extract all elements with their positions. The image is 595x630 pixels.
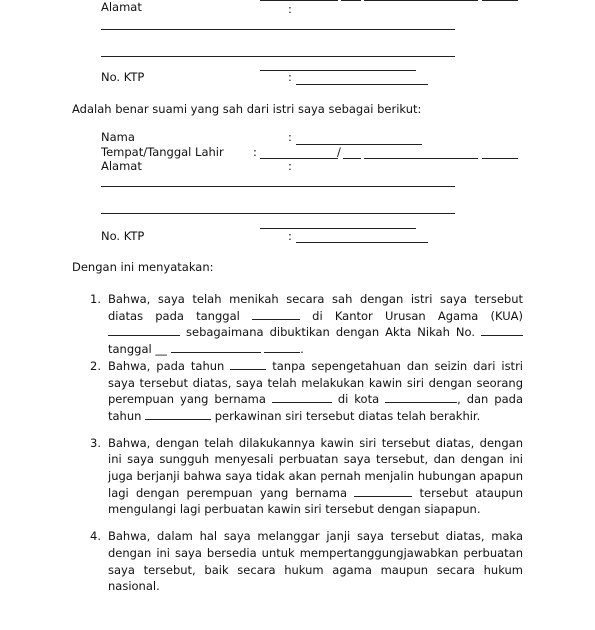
- akta-number-blank[interactable]: [481, 324, 523, 336]
- item-text: Bahwa, dengan telah dilakukannya kawin siri tersebut diatas, dengan ini saya sungguh menyesali perbuatan saya tersebut, dan dengan ini juga berjanji bahwa saya tidak akan pernah menjalin hubungan apapun lagi dengan perempuan yang bernama: [108, 435, 523, 500]
- woman-name-blank[interactable]: [272, 391, 332, 403]
- item-text: , dan pada tahun: [108, 392, 523, 423]
- top-address-colon: :: [288, 2, 292, 16]
- kua-blank[interactable]: [108, 324, 180, 336]
- wife-birth-year-field[interactable]: [482, 158, 518, 159]
- wife-address-line-1[interactable]: [101, 186, 455, 187]
- akta-year-blank[interactable]: [264, 341, 300, 353]
- top-birth-blank-3: [364, 0, 478, 1]
- item-number: 2.: [90, 358, 101, 373]
- declaration-item-2: [86, 358, 523, 425]
- item-text: di Kantor Urusan Agama (KUA): [299, 308, 523, 323]
- wife-birth-month-field[interactable]: [364, 158, 478, 159]
- wife-birth-day-field[interactable]: [343, 158, 361, 159]
- declaration-intro: Dengan ini menyatakan:: [72, 260, 214, 274]
- wife-birth-colon: :: [253, 145, 257, 159]
- item-text: tanpa sepengetahuan dan seizin dari istri saya tersebut diatas, saya telah melakukan kawin siri dengan seorang perempuan yang bernama: [108, 358, 523, 407]
- siri-year-blank[interactable]: [230, 358, 266, 370]
- top-birth-blank-2: [341, 0, 361, 1]
- item-number: 4.: [90, 529, 101, 544]
- end-year-blank[interactable]: [145, 408, 211, 420]
- top-birth-blank-4: [482, 0, 518, 1]
- wife-birth-slash: /: [337, 145, 341, 159]
- declaration-list: [86, 291, 523, 595]
- wife-ktp-label: No. KTP: [101, 229, 145, 243]
- top-address-line-3[interactable]: [260, 70, 416, 71]
- wife-name-colon: :: [288, 130, 292, 144]
- wife-address-line-2[interactable]: [101, 213, 455, 214]
- item-text: Bahwa, saya telah menikah secara sah dengan istri saya tersebut diatas pada tanggal: [108, 292, 523, 323]
- statement-intro: Adalah benar suami yang sah dari istri saya sebagai berikut:: [72, 102, 422, 116]
- wife-ktp-colon: :: [288, 229, 292, 243]
- item-text: Bahwa, dalam hal saya melanggar janji saya tersebut diatas, maka dengan ini saya bersedia untuk mempertanggungjawabkan perbuatan saya tersebut, baik secara hukum agama maupun secara hukum nasional.: [108, 529, 523, 594]
- item-text: perkawinan siri tersebut diatas telah berakhir.: [211, 408, 481, 423]
- top-birth-blank-1: [260, 0, 338, 1]
- wife-address-line-3[interactable]: [260, 228, 416, 229]
- top-ktp-field[interactable]: [296, 84, 428, 85]
- akta-month-blank[interactable]: [171, 341, 261, 353]
- declaration-item-3: [86, 435, 523, 519]
- city-blank[interactable]: [385, 391, 457, 403]
- marriage-date-blank[interactable]: [252, 308, 300, 320]
- item-text: tersebut ataupun mengulangi lagi perbuatan kawin siri tersebut dengan siapapun.: [108, 485, 524, 517]
- declaration-item-4: [86, 528, 523, 595]
- item-text: sebagaimana dibuktikan dengan Akta Nikah No.: [180, 325, 481, 340]
- wife-name-label: Nama: [101, 130, 135, 144]
- top-ktp-colon: :: [288, 70, 292, 84]
- item-text: .: [300, 342, 304, 357]
- top-address-label: Alamat: [101, 0, 142, 14]
- wife-ktp-field[interactable]: [296, 242, 428, 243]
- wife-name-field[interactable]: [296, 144, 422, 145]
- wife-address-colon: :: [288, 159, 292, 173]
- item-text: Bahwa, pada tahun: [108, 358, 231, 373]
- item-number: 1.: [90, 292, 101, 306]
- item-text: tanggal __: [108, 342, 171, 357]
- wife-birth-label: Tempat/Tanggal Lahir: [101, 145, 224, 159]
- top-address-line-2[interactable]: [101, 56, 455, 57]
- declaration-item-1: [86, 291, 523, 358]
- top-ktp-label: No. KTP: [101, 70, 145, 84]
- wife-address-label: Alamat: [101, 159, 142, 173]
- woman-name-blank[interactable]: [354, 485, 412, 497]
- item-text: di kota: [331, 392, 386, 407]
- top-address-line-1[interactable]: [101, 29, 455, 30]
- item-number: 3.: [90, 435, 101, 450]
- wife-birth-place-field[interactable]: [260, 158, 338, 159]
